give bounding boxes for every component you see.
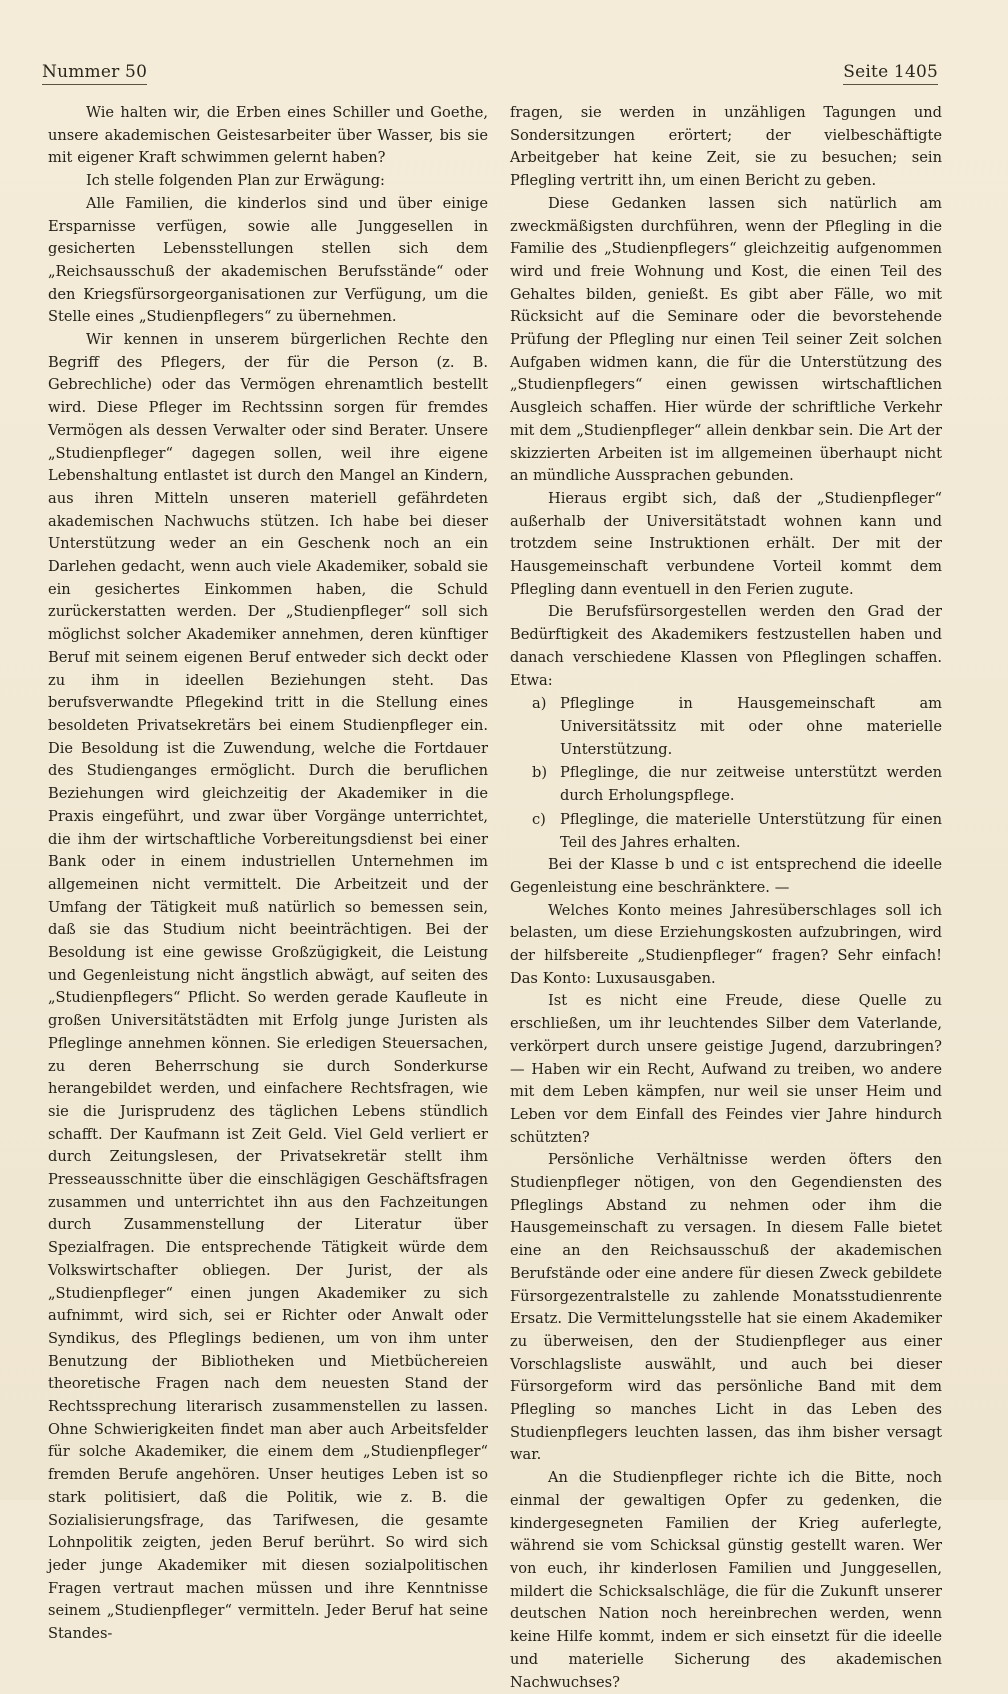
paragraph: Bei der Klasse b und c ist entsprechend die ideelle Gegenleistung eine beschränktere. — (510, 856, 942, 896)
left-column (48, 102, 488, 1646)
list-marker: a) (532, 695, 547, 713)
list-marker: b) (532, 764, 548, 782)
paragraph: Ist es nicht eine Freude, diese Quelle zu erschließen, um ihr leuchtendes Silber dem Vaterlande, verkörpert durch unsere geistige Jugend, darzubringen? — Haben wir ein Recht, Aufwand zu treiben, wo andere mit dem Leben kämpfen, nur weil sie unser Heim und Leben vor dem Einfall des Feindes vier Jahre hindurch schützten? (510, 992, 942, 1146)
list-text: Pfleglinge in Hausgemeinschaft am Universitätssitz mit oder ohne materielle Unterstützung. (560, 695, 942, 758)
paragraph: Ich stelle folgenden Plan zur Erwägung: (86, 172, 385, 190)
page-number: Seite 1405 (843, 62, 938, 85)
paragraph: Die Berufsfürsorgestellen werden den Grad der Bedürftigkeit des Akademikers festzustellen haben und danach verschiedene Klassen von Pfleglingen schaffen. Etwa: (510, 603, 942, 689)
issue-number: Nummer 50 (42, 62, 147, 85)
paragraph: Wie halten wir, die Erben eines Schiller und Goethe, unsere akademischen Geistesarbeiter über Wasser, bis sie mit eigener Kraft schwimmen gelernt haben? (48, 104, 488, 167)
list-text: Pfleglinge, die materielle Unterstützung für einen Teil des Jahres erhalten. (560, 810, 942, 851)
list-item (510, 762, 942, 807)
paragraph: Alle Familien, die kinderlos sind und über einige Ersparnisse verfügen, sowie alle Junggesellen in gesicherten Lebensstellungen stellen sich dem „Reichsausschuß der akademischen Berufsstände“ oder den Kriegsfürsorgeorganisationen zur Verfügung, um die Stelle eines „Studienpflegers“ zu übernehmen. (48, 194, 488, 326)
list-text: Pfleglinge, die nur zeitweise unterstützt werden durch Erholungspflege. (560, 764, 942, 805)
paragraph: fragen, sie werden in unzähligen Tagungen und Sondersitzungen erörtert; der vielbeschäftigte Arbeitgeber hat keine Zeit, sie zu besuchen; sein Pflegling vertritt ihn, um einen Bericht zu geben. (510, 104, 942, 190)
paragraph: Welches Konto meines Jahresüberschlages soll ich belasten, um diese Erziehungskosten aufzubringen, wird der hilfsbereite „Studienpfleger“ fragen? Sehr einfach! Das Konto: Luxusausgaben. (510, 901, 942, 987)
list-marker: c) (532, 810, 546, 828)
list-item (510, 693, 942, 761)
paragraph: Hieraus ergibt sich, daß der „Studienpfleger“ außerhalb der Universitätstadt wohnen kann und trotzdem seine Instruktionen erhält. Der mit der Hausgemeinschaft verbundene Vorteil kommt dem Pflegling dann eventuell in den Ferien zugute. (510, 489, 942, 598)
list-item (510, 809, 942, 854)
paragraph: Diese Gedanken lassen sich natürlich am zweckmäßigsten durchführen, wenn der Pflegling in die Familie des „Studienpflegers“ gleichzeitig aufgenommen wird und freie Wohnung und Kost, die einen Teil des Gehaltes bilden, genießt. Es gibt aber Fälle, wo mit Rücksicht auf die Seminare oder die bevorstehende Prüfung der Pflegling nur einen Teil seiner Zeit solchen Aufgaben widmen kann, die für die Unterstützung des „Studienpflegers“ einen gewissen wirtschaftlichen Ausgleich schaffen. Hier würde der schriftliche Verkehr mit dem „Studienpfleger“ allein denkbar sein. Die Art der skizzierten Arbeiten ist im allgemeinen überhaupt nicht an mündliche Aussprachen gebunden. (510, 194, 942, 485)
paragraph: Persönliche Verhältnisse werden öfters den Studienpfleger nötigen, von den Gegendiensten des Pfleglings Abstand zu nehmen oder ihm die Hausgemeinschaft zu versagen. In diesem Falle bietet eine an den Reichsausschuß der akademischen Berufstände oder eine andere für diesen Zweck gebildete Fürsorgezentralstelle zu zahlende Monatsstudienrente Ersatz. Die Vermittelungsstelle hat sie einem Akademiker zu überweisen, den der Studienpfleger aus einer Vorschlagsliste auswählt, und auch bei dieser Fürsorgeform wird das persönliche Band mit dem Pflegling so manches Licht in das Leben des Studienpflegers leuchten lassen, das ihm bisher versagt war. (510, 1151, 942, 1464)
paragraph: Wir kennen in unserem bürgerlichen Rechte den Begriff des Pflegers, der für die Person (z. B. Gebrechliche) oder das Vermögen ehrenamtlich bestellt wird. Diese Pfleger im Rechtssinn sorgen für fremdes Vermögen als dessen Verwalter oder sind Berater. Unsere „Studienpfleger“ dagegen sollen, weil ihre eigene Lebenshaltung entlastet ist durch den Mangel an Kindern, aus ihren Mitteln unseren materiell gefährdeten akademischen Nachwuchs stützen. Ich habe bei dieser Unterstützung weder an ein Geschenk noch an ein Darlehen gedacht, wenn auch viele Akademiker, sobald sie ein gesichertes Einkommen haben, die Schuld zurückerstatten werden. Der „Studienpfleger“ soll sich möglichst solcher Akademiker annehmen, deren künftiger Beruf mit seinem eigenen Beruf entweder sich deckt oder zu ihm in ideellen Beziehungen steht. Das berufsverwandte Pflegekind tritt in die Stellung eines besoldeten Privatsekretärs bei einem Studienpfleger ein. Die Besoldung ist die Zuwendung, welche die Fortdauer des Studienganges ermöglicht. Durch die beruflichen Beziehungen wird gleichzeitig der Akademiker in die Praxis eingeführt, und zwar über Vorgänge unterrichtet, die ihm der wirtschaftliche Vorbereitungsdienst bei einer Bank oder in einem industriellen Unternehmen im allgemeinen nicht vermittelt. Die Arbeitzeit und der Umfang der Tätigkeit muß natürlich so bemessen sein, daß sie das Studium nicht beeinträchtigen. Bei der Besoldung ist eine gewisse Großzügigkeit, die Leistung und Gegenleistung nicht ängstlich abwägt, auf seiten des „Studienpflegers“ Pflicht. So werden gerade Kaufleute in großen Universitätstädten mit Erfolg junge Juristen als Pfleglinge annehmen können. Sie erledigen Steuersachen, zu deren Beherrschung sie durch Sonderkurse herangebildet werden, und einfachere Rechtsfragen, wie sie die Jurisprudenz des täglichen Lebens stündlich schafft. Der Kaufmann ist Zeit Geld. Viel Geld verliert er durch Zeitungslesen, der Privatsekretär stellt ihm Presseausschnitte über die einschlägigen Geschäftsfragen zusammen und unterrichtet ihn aus den Fachzeitungen durch Zusammenstellung der Literatur über Spezialfragen. Die entsprechende Tätigkeit würde dem Volkswirtschafter obliegen. Der Jurist, der als „Studienpfleger“ einen jungen Akademiker zu sich aufnimmt, wird sich, sei er Richter oder Anwalt oder Syndikus, des Pfleglings bedienen, um von ihm unter Benutzung der Bibliotheken und Mietbüchereien theoretische Fragen nach dem neuesten Stand der Rechtssprechung literarisch zusammenstellen zu lassen. Ohne Schwierigkeiten findet man aber auch Arbeitsfelder für solche Akademiker, die einem dem „Studienpfleger“ fremden Berufe angehören. Unser heutiges Leben ist so stark politisiert, daß die Politik, wie z. B. die Sozialisierungsfrage, das Tarifwesen, die gesamte Lohnpolitik zeigten, jeden Beruf berührt. So wird sich jeder junge Akademiker mit diesen sozialpolitischen Fragen vertraut machen müssen und ihre Kenntnisse seinem „Studienpfleger“ vermitteln. Jeder Beruf hat seine Standes- (48, 331, 488, 1643)
paragraph: An die Studienpfleger richte ich die Bitte, noch einmal der gewaltigen Opfer zu gedenken, die kindergesegneten Familien der Krieg auferlegte, während sie vom Schicksal günstig gestellt waren. Wer von euch, ihr kinderlosen Familien und Junggesellen, mildert die Schicksalschläge, die für die Zukunft unserer deutschen Nation noch hereinbrechen werden, wenn keine Hilfe kommt, indem er sich einsetzt für die ideelle und materielle Sicherung des akademischen Nachwuchses? (510, 1469, 942, 1691)
right-column (510, 102, 942, 1694)
